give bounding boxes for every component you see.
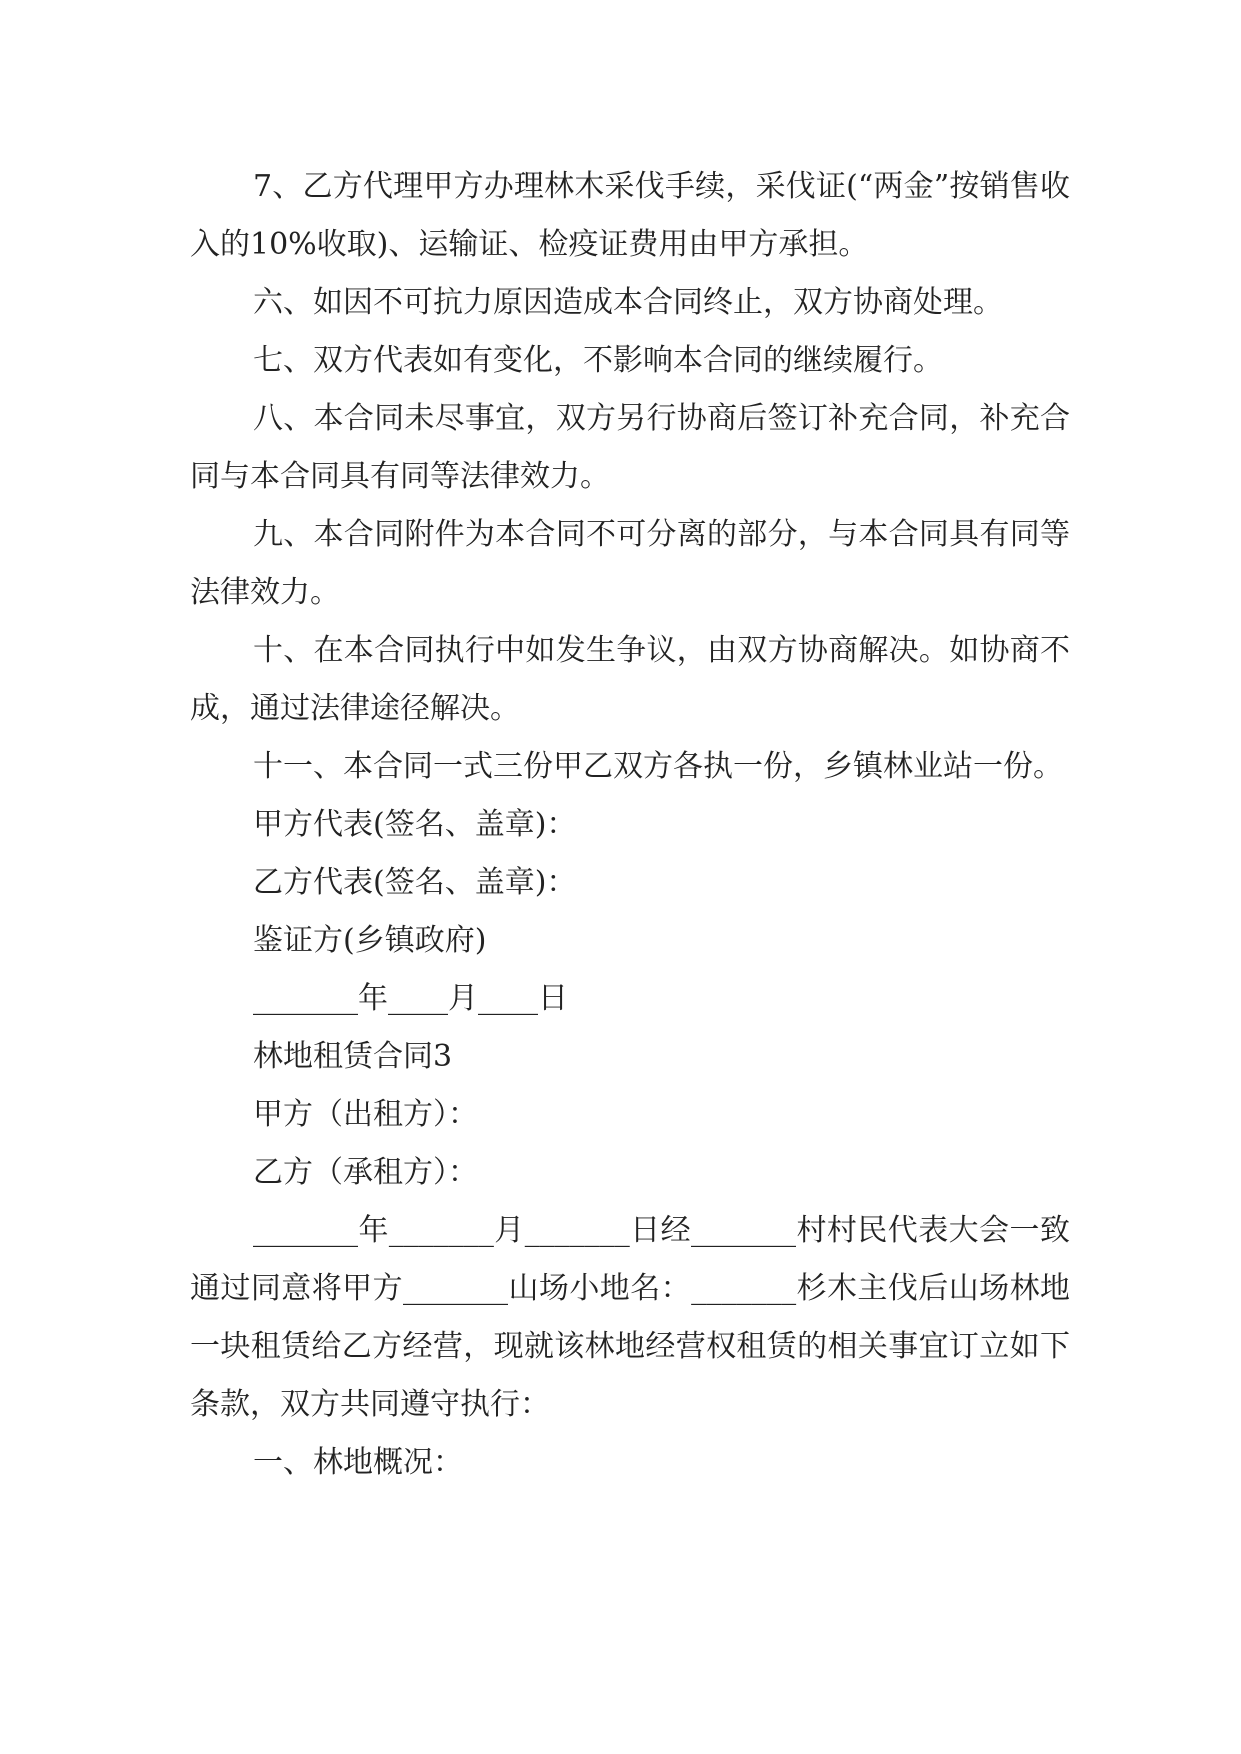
paragraph-clause-six-force-majeure: 六、如因不可抗力原因造成本合同终止，双方协商处理。 [253,285,1003,320]
paragraph-clause-ten-disputes: 十、在本合同执行中如发生争议，由双方协商解决。如协商不成，通过法律途径解决。 [190,633,1070,726]
contract-3-party-b: 乙方（承租方）： [253,1155,478,1190]
signature-witness: 鉴证方(乡镇政府) [253,923,487,958]
paragraph-clause-nine-attachments: 九、本合同附件为本合同不可分离的部分，与本合同具有同等法律效力。 [190,517,1070,610]
paragraph-clause-seven-representatives: 七、双方代表如有变化，不影响本合同的继续履行。 [253,343,943,378]
paragraph-clause-eleven-copies: 十一、本合同一式三份甲乙双方各执一份，乡镇林业站一份。 [253,749,1063,784]
contract-3-preamble: _______年_______月_______日经_______村村民代表大会一致通过同意将甲方_______山场小地名：_______杉木主伐后山场林地一块租赁给乙方经营，现就该林地经营权租赁的相关事宜订立如下条款，双方共同遵守执行： [190,1213,1070,1422]
document-body [190,158,1070,1492]
contract-3-section-one-heading: 一、林地概况： [253,1445,463,1480]
signature-date: _______年____月____日 [253,981,568,1016]
signature-party-a: 甲方代表(签名、盖章)： [253,807,577,842]
paragraph-clause-eight-supplement: 八、本合同未尽事宜，双方另行协商后签订补充合同，补充合同与本合同具有同等法律效力。 [190,401,1070,494]
signature-party-b: 乙方代表(签名、盖章)： [253,865,577,900]
paragraph-clause-7-cutting-permit: 7、乙方代理甲方办理林木采伐手续，采伐证(“两金”按销售收入的10%收取)、运输证、检疫证费用由甲方承担。 [190,169,1070,262]
contract-3-party-a: 甲方（出租方）： [253,1097,478,1132]
contract-3-title: 林地租赁合同3 [253,1039,453,1074]
